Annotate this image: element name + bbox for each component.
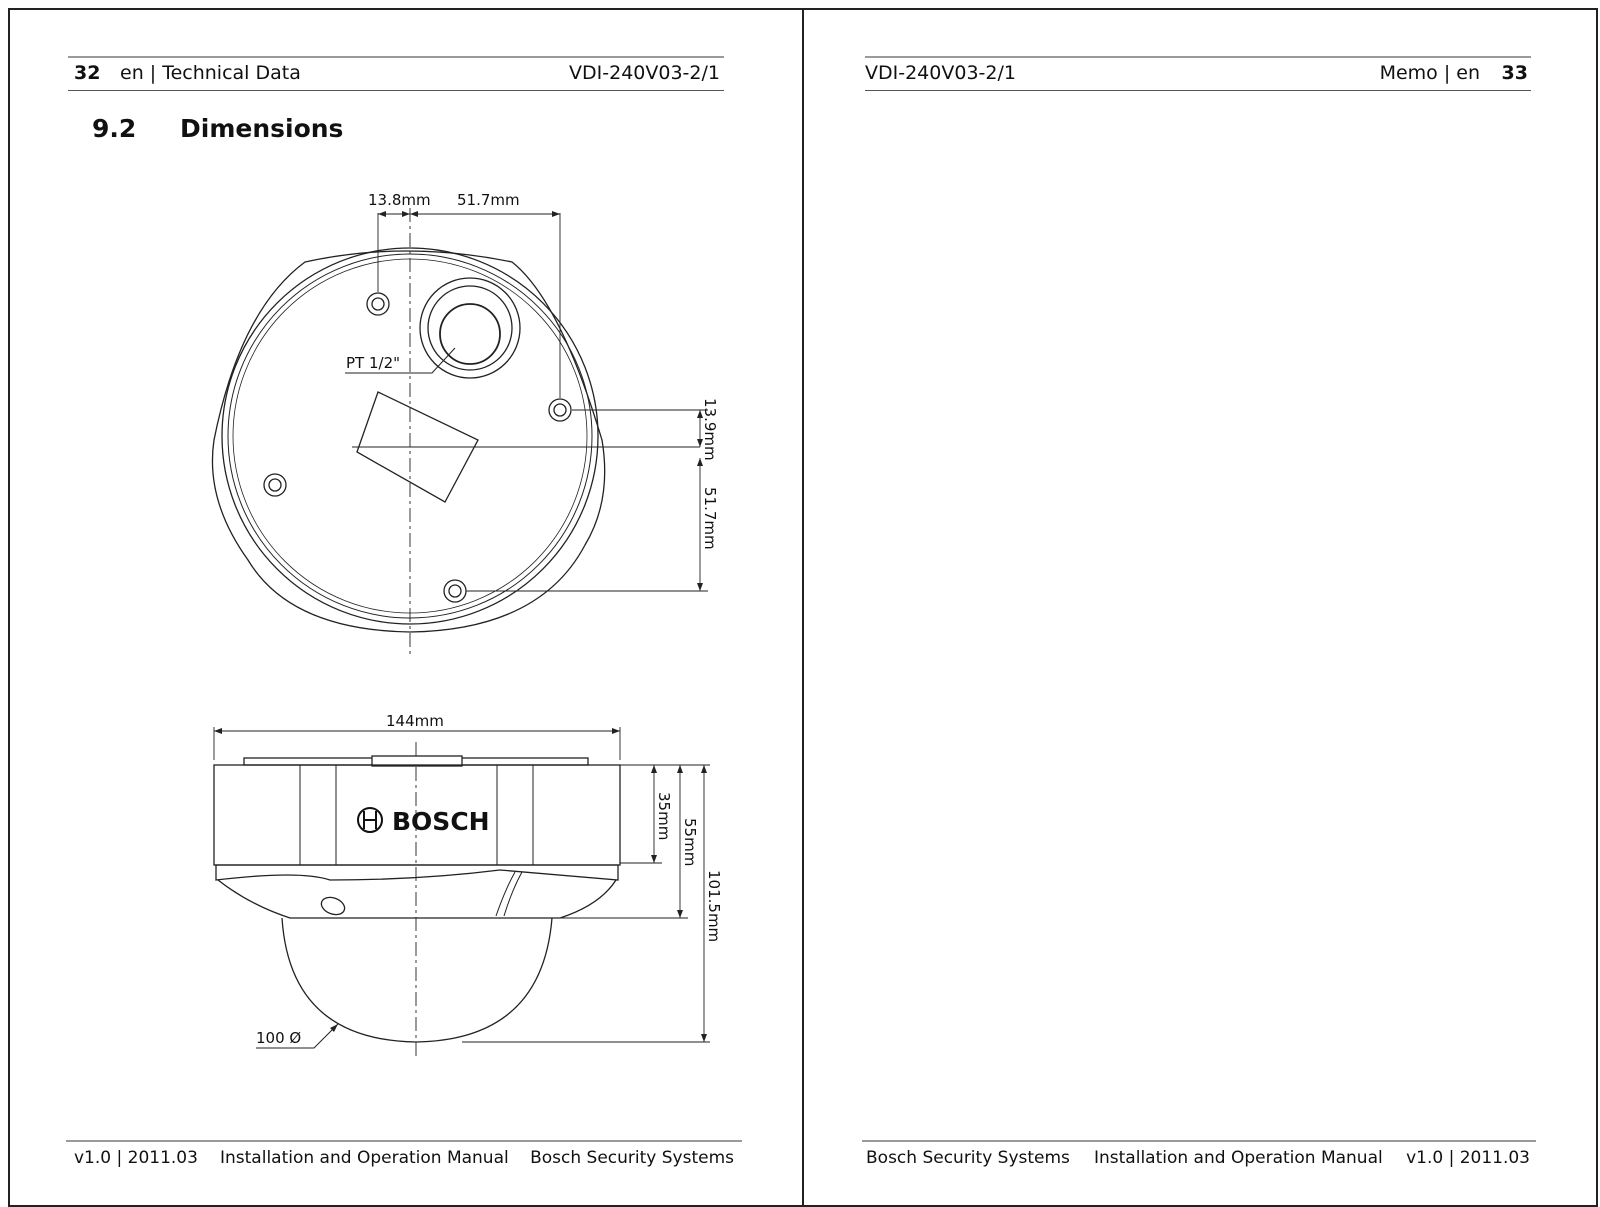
section-number: 9.2 [92, 114, 137, 143]
label-hole-spacing-y: 51.7mm [701, 487, 719, 550]
left-header-doc-id: VDI-240V03-2/1 [569, 62, 720, 84]
right-footer-version: v1.0 | 2011.03 [1406, 1148, 1530, 1168]
mounting-hole-2 [549, 399, 571, 421]
right-page [802, 8, 1598, 1207]
label-dome-diameter: 100 Ø [256, 1029, 302, 1047]
housing-lower-bevel [218, 880, 616, 918]
right-header-page-number: 33 [1501, 62, 1528, 84]
right-footer-manual: Installation and Operation Manual [1094, 1148, 1383, 1168]
bosch-logo [358, 807, 490, 836]
section-title: Dimensions [180, 114, 344, 143]
label-base-height: 35mm [655, 792, 673, 841]
left-footer-version: v1.0 | 2011.03 [74, 1148, 198, 1168]
right-footer-rule [862, 1140, 1536, 1142]
label-width: 144mm [386, 712, 444, 730]
label-hole-spacing-x: 51.7mm [457, 191, 520, 209]
dome [282, 918, 552, 1042]
label-total-height: 101.5mm [705, 870, 723, 943]
right-footer-company: Bosch Security Systems [866, 1148, 1070, 1168]
housing-screw-hole [319, 894, 347, 917]
housing-skirt [216, 865, 618, 880]
left-footer-rule [66, 1140, 742, 1142]
label-hole-offset-y: 13.9mm [701, 398, 719, 461]
label-conduit: PT 1/2" [346, 354, 401, 372]
left-footer-manual: Installation and Operation Manual [220, 1148, 509, 1168]
mounting-hole-3 [264, 474, 286, 496]
left-header-page-number: 32 [74, 62, 101, 84]
mounting-hole-1 [367, 293, 389, 315]
conduit-port-outer [420, 278, 520, 378]
right-header-rule-bottom [865, 90, 1531, 91]
right-header-rule-top [865, 56, 1531, 58]
label-hole-offset-x: 13.8mm [368, 191, 431, 209]
label-housing-height: 55mm [681, 818, 699, 867]
bosch-logo-text: BOSCH [392, 807, 490, 836]
mounting-hole-4 [444, 580, 466, 602]
right-header-section: Memo | en [1379, 62, 1480, 84]
left-header-section: en | Technical Data [120, 62, 301, 84]
left-footer-company: Bosch Security Systems [530, 1148, 734, 1168]
right-header-doc-id: VDI-240V03-2/1 [865, 62, 1016, 84]
